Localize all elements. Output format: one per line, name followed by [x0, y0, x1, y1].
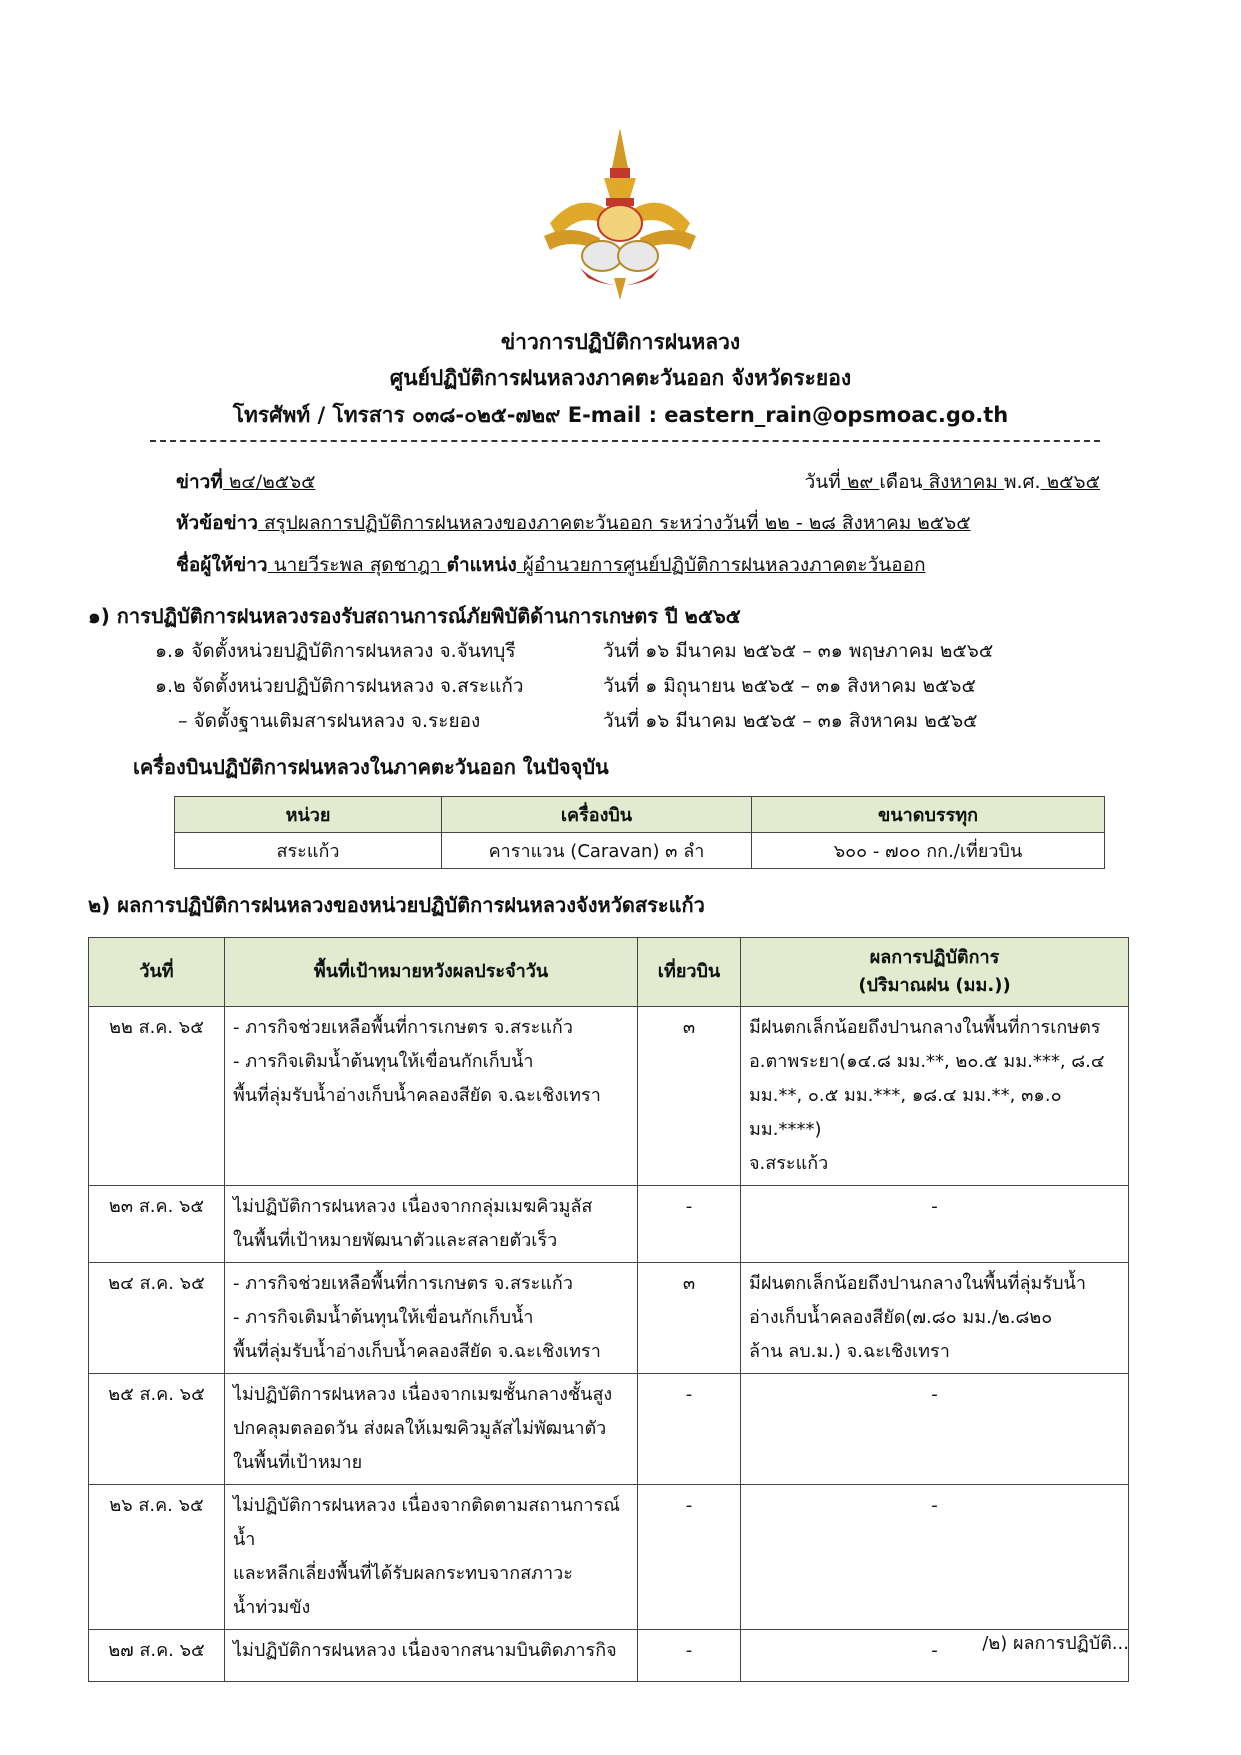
row-area-line: ในพื้นที่เป้าหมาย — [233, 1452, 363, 1473]
row-flights: - — [638, 1186, 741, 1263]
row-result-line: มีฝนตกเล็กน้อยถึงปานกลางในพื้นที่การเกษตร — [749, 1017, 1101, 1038]
header-date: วันที่ — [89, 938, 225, 1007]
position-label: ตำแหน่ง — [446, 554, 517, 576]
table-row — [175, 833, 1105, 869]
section1-item-2-right: วันที่ ๑ มิถุนายน ๒๕๖๕ – ๓๑ สิงหาคม ๒๕๖๕ — [603, 675, 976, 697]
topic-value: สรุปผลการปฏิบัติการฝนหลวงของภาคตะวันออก ระหว่างวันที่ ๒๒ - ๒๘ สิงหาคม ๒๕๖๕ — [257, 512, 971, 534]
header-line-2: ศูนย์ปฏิบัติการฝนหลวงภาคตะวันออก จังหวัดระยอง — [389, 366, 852, 390]
section1-item-3-right: วันที่ ๑๖ มีนาคม ๒๕๖๕ – ๓๑ สิงหาคม ๒๕๖๕ — [603, 710, 978, 732]
news-topic — [176, 508, 971, 538]
row-result: - — [741, 1186, 1129, 1263]
results-table — [88, 937, 1129, 1682]
row-result — [741, 1263, 1129, 1374]
table-row — [89, 1007, 1129, 1186]
header-area: พื้นที่เป้าหมายหวังผลประจำวัน — [225, 938, 638, 1007]
section1-item-1-left: ๑.๑ จัดตั้งหน่วยปฏิบัติการฝนหลวง จ.จันทบุรี — [155, 640, 516, 662]
row-result: - — [741, 1374, 1129, 1485]
row-area — [225, 1186, 638, 1263]
table-row — [89, 1485, 1129, 1630]
row-area-line: พื้นที่ลุ่มรับน้ำอ่างเก็บน้ำคลองสียัด จ.ฉะเชิงเทรา — [233, 1085, 601, 1106]
news-number — [176, 467, 316, 497]
section1-item-1-right: วันที่ ๑๖ มีนาคม ๒๕๖๕ – ๓๑ พฤษภาคม ๒๕๖๕ — [603, 640, 994, 662]
row-result: - — [741, 1630, 1129, 1682]
row-result-line: จ.สระแก้ว — [749, 1153, 829, 1174]
row-area — [225, 1485, 638, 1630]
row-date: ๒๗ ส.ค. ๖๕ — [89, 1630, 225, 1682]
table-row — [89, 1374, 1129, 1485]
results-table-header — [89, 938, 1129, 1007]
date-day: ๒๙ — [840, 471, 880, 493]
row-result-line: อ.ตาพระยา(๑๔.๘ มม.**, ๒๐.๕ มม.***, ๘.๔ — [749, 1051, 1105, 1072]
section2-heading: ๒) ผลการปฏิบัติการฝนหลวงของหน่วยปฏิบัติการฝนหลวงจังหวัดสระแก้ว — [88, 893, 705, 917]
table-row — [89, 1630, 1129, 1682]
topic-label: หัวข้อข่าว — [176, 512, 258, 534]
date-month: สิงหาคม — [922, 471, 1004, 493]
row-date: ๒๕ ส.ค. ๖๕ — [89, 1374, 225, 1485]
row-area-line: - ภารกิจเติมน้ำต้นทุนให้เขื่อนกักเก็บน้ำ — [233, 1051, 534, 1072]
aircraft-header-load: ขนาดบรรทุก — [752, 797, 1105, 833]
aircraft-plane: คาราแวน (Caravan) ๓ ลำ — [442, 833, 752, 869]
continued-note: /๒) ผลการปฏิบัติ... — [982, 1633, 1129, 1654]
row-result — [741, 1007, 1129, 1186]
aircraft-header-unit: หน่วย — [175, 797, 442, 833]
divider — [150, 440, 1100, 442]
table-row — [89, 1186, 1129, 1263]
row-area-line: พื้นที่ลุ่มรับน้ำอ่างเก็บน้ำคลองสียัด จ.ฉะเชิงเทรา — [233, 1341, 601, 1362]
aircraft-unit: สระแก้ว — [175, 833, 442, 869]
news-number-label: ข่าวที่ — [176, 471, 223, 493]
department-emblem — [540, 128, 700, 303]
row-area-line: ไม่ปฏิบัติการฝนหลวง เนื่องจากเมฆชั้นกลางชั้นสูง — [233, 1384, 613, 1405]
row-result-line: อ่างเก็บน้ำคลองสียัด(๗.๘๐ มม./๒.๘๒๐ — [749, 1307, 1053, 1328]
header-result-line-1: ผลการปฏิบัติการ — [869, 947, 1000, 968]
row-date: ๒๖ ส.ค. ๖๕ — [89, 1485, 225, 1630]
position-value: ผู้อำนวยการศูนย์ปฏิบัติการฝนหลวงภาคตะวันออก — [516, 554, 926, 576]
header-result — [741, 938, 1129, 1007]
row-area-line: ไม่ปฏิบัติการฝนหลวง เนื่องจากติดตามสถานการณ์น้ำ — [233, 1495, 620, 1550]
row-result-line: มม.**, ๐.๕ มม.***, ๑๘.๔ มม.**, ๓๑.๐ มม.****) — [749, 1085, 1062, 1140]
aircraft-table-header — [175, 797, 1105, 833]
row-result-line: มีฝนตกเล็กน้อยถึงปานกลางในพื้นที่ลุ่มรับน้ำ — [749, 1273, 1086, 1294]
row-area-line: ปกคลุมตลอดวัน ส่งผลให้เมฆคิวมูลัสไม่พัฒนาตัว — [233, 1418, 607, 1439]
aircraft-table — [174, 796, 1105, 869]
aircraft-header-plane: เครื่องบิน — [442, 797, 752, 833]
section1-item-3-left: – จัดตั้งฐานเติมสารฝนหลวง จ.ระยอง — [178, 710, 481, 732]
row-flights: ๓ — [638, 1007, 741, 1186]
row-flights: ๓ — [638, 1263, 741, 1374]
row-area-line: ในพื้นที่เป้าหมายพัฒนาตัวและสลายตัวเร็ว — [233, 1230, 558, 1251]
reporter-label: ชื่อผู้ให้ข่าว — [176, 554, 268, 576]
row-flights: - — [638, 1630, 741, 1682]
row-area-line: น้ำท่วมขัง — [233, 1597, 311, 1618]
table-row — [89, 1263, 1129, 1374]
row-area — [225, 1263, 638, 1374]
row-area — [225, 1374, 638, 1485]
date-label: วันที่ — [804, 471, 841, 493]
header-line-1: ข่าวการปฏิบัติการฝนหลวง — [500, 330, 741, 354]
header-flights: เที่ยวบิน — [638, 938, 741, 1007]
month-label: เดือน — [879, 471, 923, 493]
row-area-line: - ภารกิจช่วยเหลือพื้นที่การเกษตร จ.สระแก้ว — [233, 1017, 573, 1038]
aircraft-load: ๖๐๐ - ๗๐๐ กก./เที่ยวบิน — [752, 833, 1105, 869]
year-label: พ.ศ. — [1003, 471, 1041, 493]
row-area-line: ไม่ปฏิบัติการฝนหลวง เนื่องจากกลุ่มเมฆคิวมูลัส — [233, 1196, 593, 1217]
row-area-line: - ภารกิจเติมน้ำต้นทุนให้เขื่อนกักเก็บน้ำ — [233, 1307, 534, 1328]
row-area-line: - ภารกิจช่วยเหลือพื้นที่การเกษตร จ.สระแก้ว — [233, 1273, 573, 1294]
section1-heading: ๑) การปฏิบัติการฝนหลวงรองรับสถานการณ์ภัยพิบัติด้านการเกษตร ปี ๒๕๖๕ — [88, 604, 741, 628]
row-area-line: ไม่ปฏิบัติการฝนหลวง เนื่องจากสนามบินติดภารกิจ — [233, 1640, 617, 1661]
date-year: ๒๕๖๕ — [1040, 471, 1100, 493]
aircraft-heading: เครื่องบินปฏิบัติการฝนหลวงในภาคตะวันออก ในปัจจุบัน — [133, 755, 609, 779]
section1-item-2-left: ๑.๒ จัดตั้งหน่วยปฏิบัติการฝนหลวง จ.สระแก้ว — [155, 675, 524, 697]
row-result: - — [741, 1485, 1129, 1630]
header-contact: โทรศัพท์ / โทรสาร ๐๓๘-๐๒๕-๗๒๙ E-mail : eastern_rain@opsmoac.go.th — [232, 403, 1009, 427]
row-date: ๒๓ ส.ค. ๖๕ — [89, 1186, 225, 1263]
reporter-value: นายวีระพล สุดชาฎา — [267, 554, 447, 576]
row-area — [225, 1007, 638, 1186]
row-flights: - — [638, 1485, 741, 1630]
news-reporter — [176, 550, 926, 580]
news-number-value: ๒๔/๒๕๖๕ — [222, 471, 316, 493]
row-date: ๒๔ ส.ค. ๖๕ — [89, 1263, 225, 1374]
row-flights: - — [638, 1374, 741, 1485]
header-result-line-2: (ปริมาณฝน (มม.)) — [858, 975, 1011, 996]
news-date — [805, 467, 1100, 497]
row-area — [225, 1630, 638, 1682]
row-date: ๒๒ ส.ค. ๖๕ — [89, 1007, 225, 1186]
row-area-line: และหลีกเลี่ยงพื้นที่ได้รับผลกระทบจากสภาวะ — [233, 1563, 573, 1584]
row-result-line: ล้าน ลบ.ม.) จ.ฉะเชิงเทรา — [749, 1341, 950, 1362]
